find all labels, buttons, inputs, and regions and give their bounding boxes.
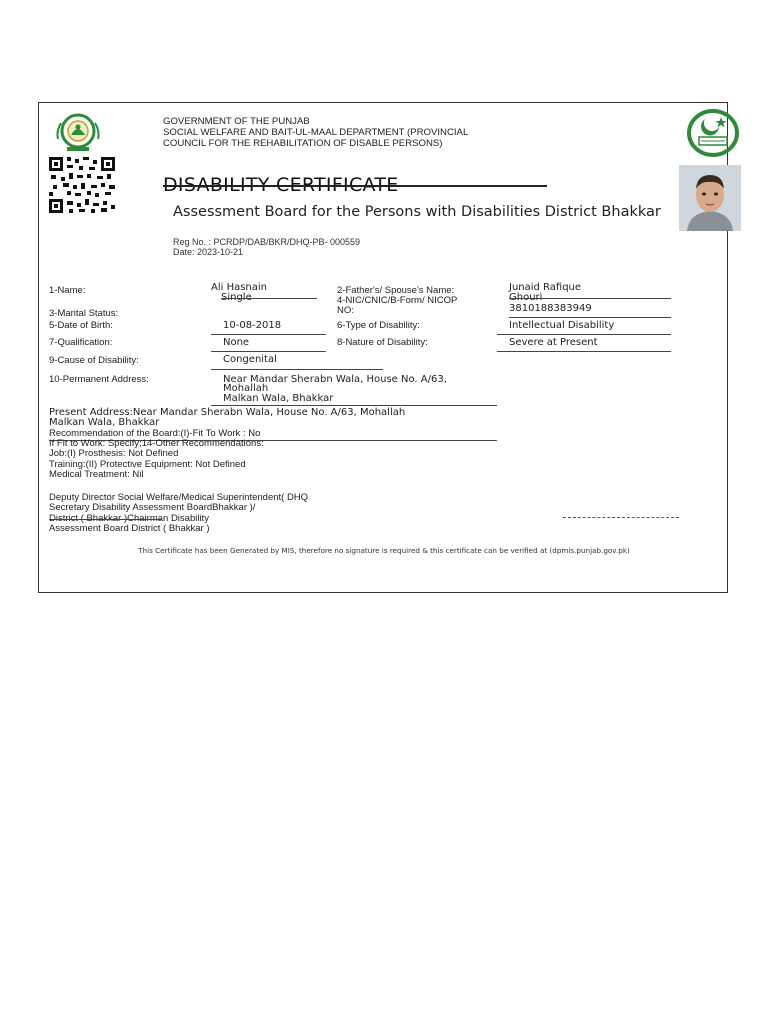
registration-number: Reg No. : PCRDP/DAB/BKR/DHQ-PB- 000559 — [173, 237, 361, 247]
verification-footer: This Certificate has been Generated by MIS, therefore no signature is required & this certificate can be verified at (dpmis.punjab.gov.pk) — [138, 546, 630, 555]
name-value: Ali Hasnain — [211, 282, 268, 293]
signatory-strikethrough — [49, 519, 161, 520]
name-label: 1-Name: — [49, 285, 86, 296]
cause-underline — [211, 369, 383, 370]
signatory-line-4: Assessment Board District ( Bhakkar ) — [49, 523, 210, 534]
father-underline — [509, 298, 671, 299]
signatory-line-1: Deputy Director Social Welfare/Medical Superintendent( DHQ — [49, 492, 309, 503]
applicant-photo — [679, 165, 741, 231]
qualification-label: 7-Qualification: — [49, 337, 113, 348]
nature-value: Severe at Present — [509, 337, 598, 348]
dob-value: 10-08-2018 — [223, 320, 282, 331]
signatory-line-3: District ( Bhakkar )Chairman Disability — [49, 513, 209, 524]
permanent-address-line-3: Malkan Wala, Bhakkar — [223, 393, 334, 404]
permanent-address-line-1: Near Mandar Sherabn Wala, House No. A/63, — [223, 374, 447, 385]
marital-status-value: Single — [221, 292, 252, 303]
type-underline — [497, 334, 671, 335]
certificate-title: DISABILITY CERTIFICATE — [163, 174, 399, 196]
nic-label-2: NO: — [337, 305, 354, 316]
cause-label: 9-Cause of Disability: — [49, 355, 139, 366]
certificate — [38, 102, 728, 593]
disability-type-value: Intellectual Disability — [509, 320, 615, 331]
present-address-line-1: Present Address:Near Mandar Sherabn Wala, House No. A/63, Mohallah — [49, 407, 406, 418]
training-line: Training:(II) Protective Equipment: Not Defined — [49, 459, 246, 470]
cause-value: Congenital — [223, 354, 277, 365]
father-name-value-1: Junaid Rafique — [509, 282, 582, 293]
social-welfare-emblem-icon — [53, 109, 103, 153]
header-line-1: GOVERNMENT OF THE PUNJAB — [163, 116, 310, 127]
permanent-address-line-2: Mohallah — [223, 383, 269, 394]
permanent-address-label: 10-Permanent Address: — [49, 374, 149, 385]
marital-status-label: 3-Marital Status: — [49, 308, 119, 319]
father-name-value-2: Ghouri — [509, 292, 543, 303]
nic-value: 3810188383949 — [509, 303, 592, 314]
dob-label: 5-Date of Birth: — [49, 320, 113, 331]
qualification-underline — [211, 351, 326, 352]
disability-type-label: 6-Type of Disability: — [337, 320, 420, 331]
prosthesis-line: Job:(I) Prosthesis: Not Defined — [49, 448, 179, 459]
nature-label: 8-Nature of Disability: — [337, 337, 428, 348]
nature-underline — [497, 351, 671, 352]
present-address-line-2: Malkan Wala, Bhakkar — [49, 417, 160, 428]
assessment-board-title: Assessment Board for the Persons with Disabilities District Bhakkar — [173, 204, 661, 220]
punjab-emblem-icon — [683, 107, 743, 159]
qr-code-icon — [49, 157, 119, 213]
certificate-date: Date: 2023-10-21 — [173, 247, 244, 257]
medical-treatment-line: Medical Treatment: Nil — [49, 469, 144, 480]
qualification-value: None — [223, 337, 250, 348]
permanent-address-underline — [211, 405, 497, 406]
signatory-line-2: Secretary Disability Assessment BoardBhakkar )/ — [49, 502, 256, 513]
father-name-label: 2-Father's/ Spouse's Name: — [337, 285, 455, 296]
government-header — [163, 116, 468, 149]
nic-label-1: 4-NIC/CNIC/B-Form/ NICOP — [337, 295, 458, 306]
signature-line — [563, 517, 679, 518]
header-line-2: SOCIAL WELFARE AND BAIT-UL-MAAL DEPARTMENT (PROVINCIAL — [163, 127, 469, 138]
fit-to-work-specify: If Fit to Work: Specify;14-Other Recommendations: — [49, 438, 264, 449]
dob-underline — [211, 334, 326, 335]
marital-strikethrough — [221, 298, 317, 299]
board-recommendation: Recommendation of the Board:(I)-Fit To Work : No — [49, 428, 261, 439]
header-line-3: COUNCIL FOR THE REHABILITATION OF DISABLE PERSONS) — [163, 138, 443, 149]
nic-underline — [509, 317, 671, 318]
title-strikethrough — [163, 185, 547, 187]
